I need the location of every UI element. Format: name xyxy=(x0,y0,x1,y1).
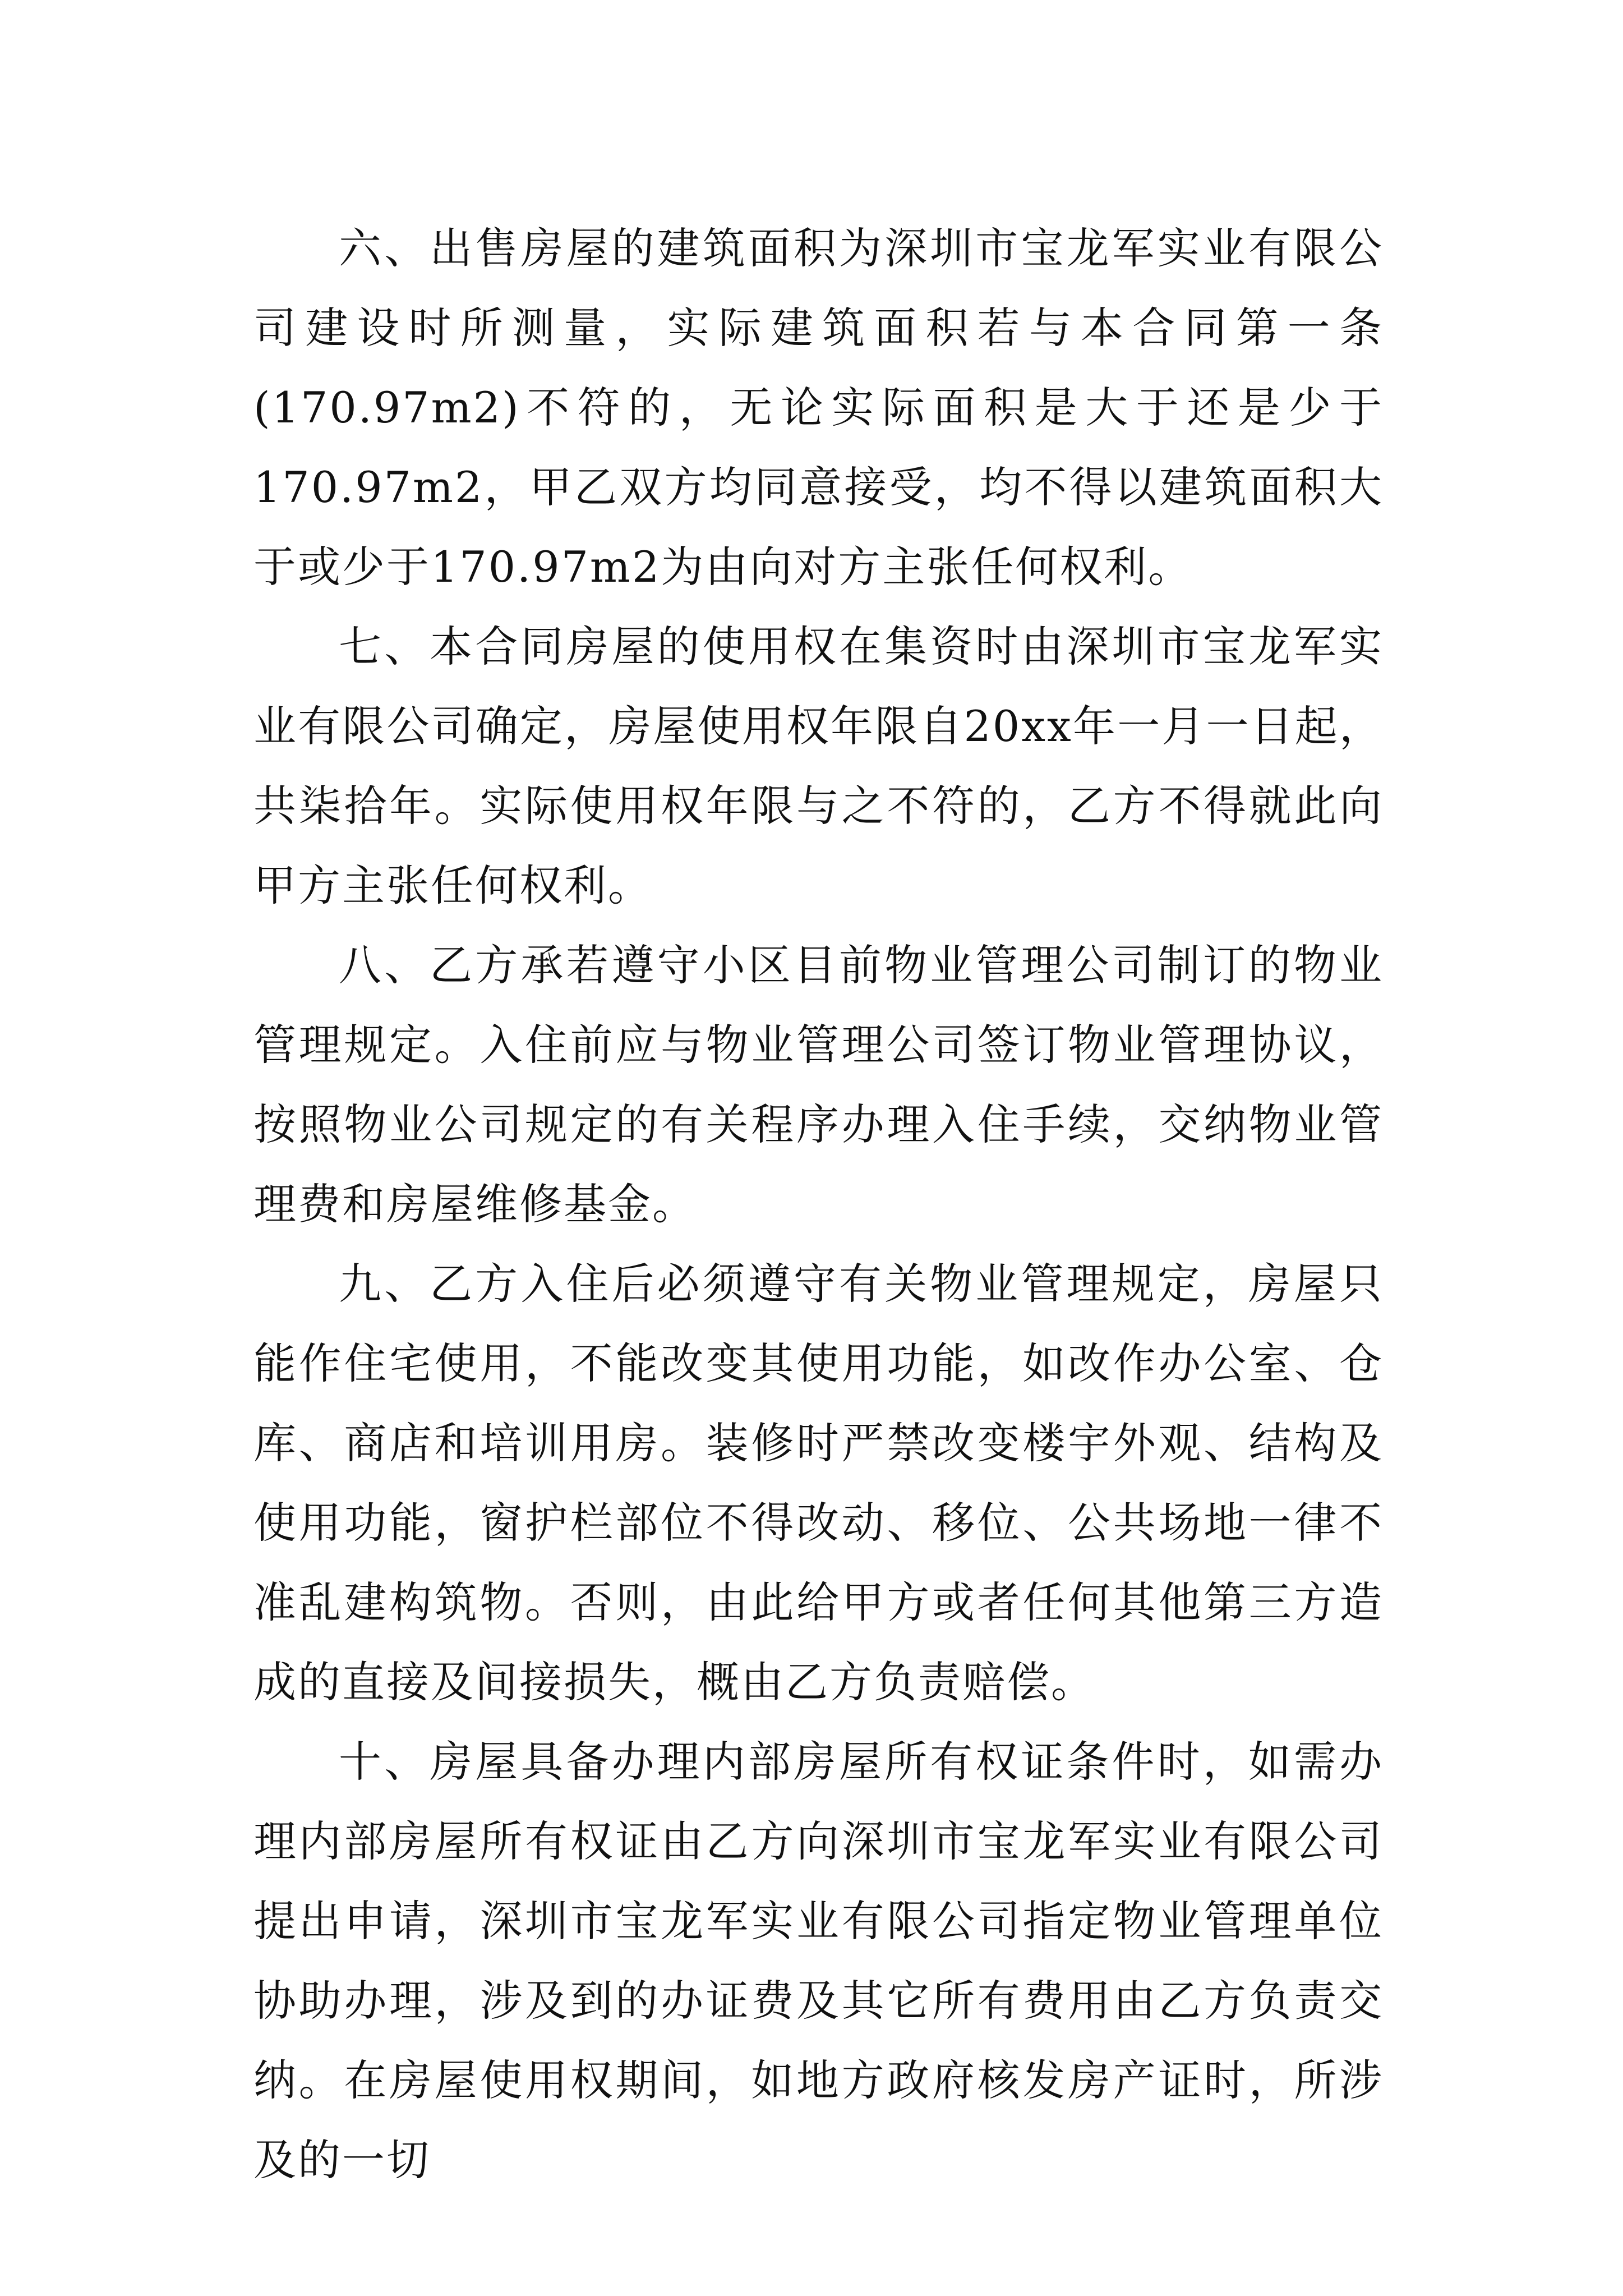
clause-7-paragraph: 七、本合同房屋的使用权在集资时由深圳市宝龙军实业有限公司确定，房屋使用权年限自20xx年一月一日起，共柒拾年。实际使用权年限与之不符的，乙方不得就此向甲方主张任何权利。 xyxy=(253,622,1384,910)
clause-10-paragraph: 十、房屋具备办理内部房屋所有权证条件时，如需办理内部房屋所有权证由乙方向深圳市宝龙军实业有限公司提出申请，深圳市宝龙军实业有限公司指定物业管理单位协助办理，涉及到的办证费及其它所有费用由乙方负责交纳。在房屋使用权期间，如地方政府核发房产证时，所涉及的一切 xyxy=(253,1737,1384,2185)
clause-8-paragraph: 八、乙方承若遵守小区目前物业管理公司制订的物业管理规定。入住前应与物业管理公司签订物业管理协议，按照物业公司规定的有关程序办理入住手续，交纳物业管理费和房屋维修基金。 xyxy=(253,940,1384,1229)
clause-6-paragraph: 六、出售房屋的建筑面积为深圳市宝龙军实业有限公司建设时所测量，实际建筑面积若与本合同第一条(170.97m2)不符的，无论实际面积是大于还是少于170.97m2，甲乙双方均同意接受，均不得以建筑面积大于或少于170.97m2为由向对方主张任何权利。 xyxy=(253,223,1384,592)
clause-9-paragraph: 九、乙方入住后必须遵守有关物业管理规定，房屋只能作住宅使用，不能改变其使用功能，如改作办公室、仓库、商店和培训用房。装修时严禁改变楼宇外观、结构及使用功能，窗护栏部位不得改动、移位、公共场地一律不准乱建构筑物。否则，由此给甲方或者任何其他第三方造成的直接及间接损失，概由乙方负责赔偿。 xyxy=(253,1259,1384,1707)
document-body xyxy=(253,209,1384,2200)
